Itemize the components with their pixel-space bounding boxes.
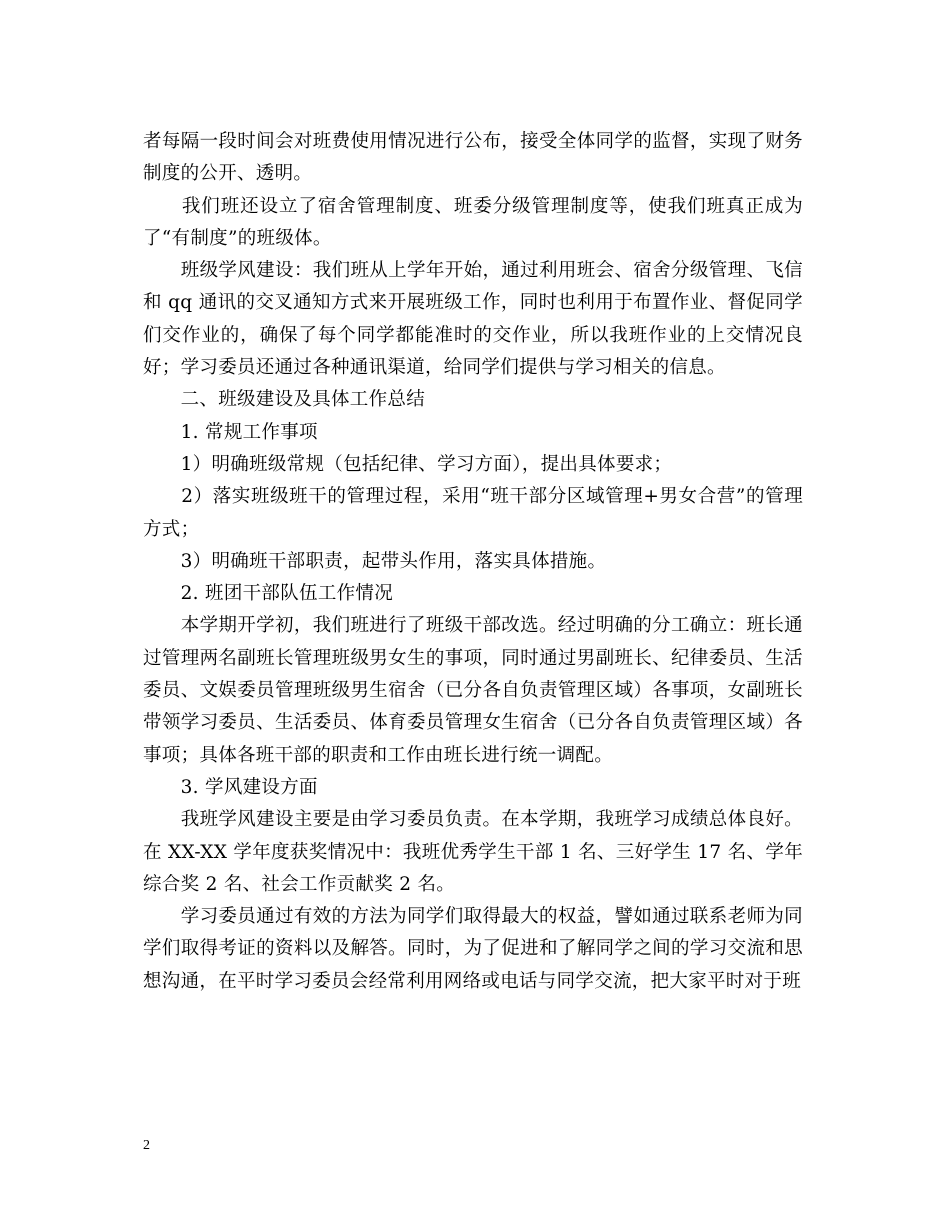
subheading-routine-work: 1. 常规工作事项 — [143, 421, 318, 443]
list-item-3: 3）明确班干部职责，起带头作用，落实具体措施。 — [143, 550, 607, 572]
list-item-1: 1）明确班级常规（包括纪律、学习方面），提出具体要求； — [143, 453, 673, 475]
paragraph-awards: 我班学风建设主要是由学习委员负责。在本学期，我班学习成绩总体良好。在 XX-XX 学年度获奖情况中：我班优秀学生干部 1 名、三好学生 17 名、学年综合奖 2 名、社会工作贡献奖 2 名。 — [143, 809, 803, 895]
list-item-2: 2）落实班级班干的管理过程，采用“班干部分区域管理+男女合营”的管理方式； — [143, 486, 803, 540]
section-heading-class-building: 二、班级建设及具体工作总结 — [143, 389, 426, 411]
page-number: 2 — [143, 1138, 150, 1153]
page-body — [143, 126, 803, 998]
paragraph-study-committee: 学习委员通过有效的方法为同学们取得最大的权益，譬如通过联系老师为同学们取得考证的资料以及解答。同时，为了促进和了解同学之间的学习交流和思想沟通，在平时学习委员会经常利用网络或电话与同学交流，把大家平时对于班 — [143, 906, 803, 992]
subheading-study-style: 3. 学风建设方面 — [143, 776, 318, 798]
paragraph-study-style: 班级学风建设：我们班从上学年开始，通过利用班会、宿舍分级管理、飞信和 qq 通讯的交叉通知方式来开展班级工作，同时也利用于布置作业、督促同学们交作业的，确保了每个同学都能准时的交作业，所以我班作业的上交情况良好；学习委员还通过各种通讯渠道，给同学们提供与学习相关的信息。 — [143, 260, 803, 379]
paragraph-cadre-election: 本学期开学初，我们班进行了班级干部改选。经过明确的分工确立：班长通过管理两名副班长管理班级男女生的事项，同时通过男副班长、纪律委员、生活委员、文娱委员管理班级男生宿舍（已分各自负责管理区域）各事项，女副班长带领学习委员、生活委员、体育委员管理女生宿舍（已分各自负责管理区域）各事项；具体各班干部的职责和工作由班长进行统一调配。 — [143, 615, 803, 766]
subheading-cadre-team: 2. 班团干部队伍工作情况 — [143, 583, 394, 605]
paragraph-dorm-management: 我们班还设立了宿舍管理制度、班委分级管理制度等，使我们班真正成为了“有制度”的班级体。 — [143, 195, 803, 249]
paragraph-finance-disclosure: 者每隔一段时间会对班费使用情况进行公布，接受全体同学的监督，实现了财务制度的公开、透明。 — [143, 131, 803, 185]
